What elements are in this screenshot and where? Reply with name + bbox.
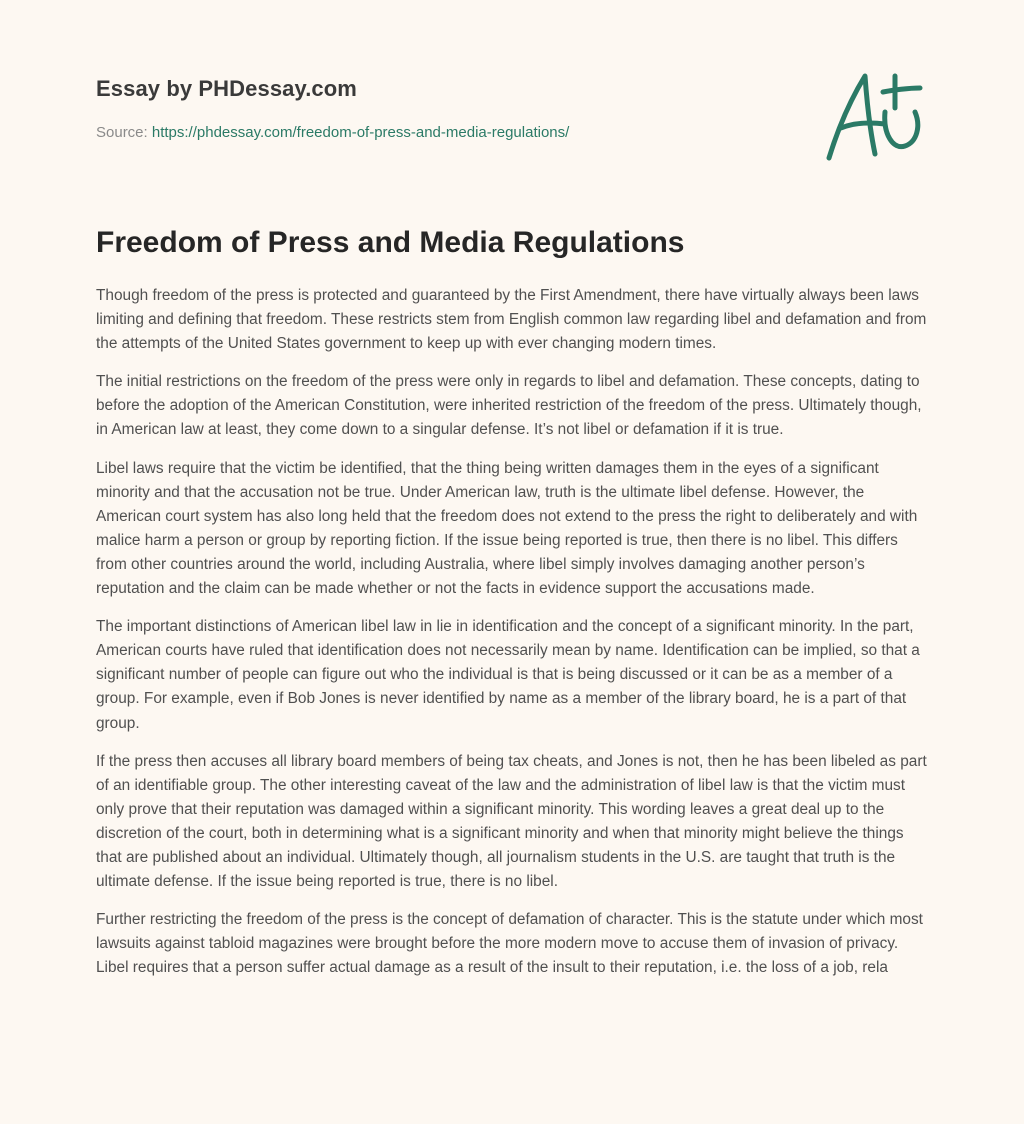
essay-body bbox=[96, 284, 932, 994]
brand-title: Essay by PHDessay.com bbox=[96, 76, 357, 101]
essay-paragraph: Though freedom of the press is protected and guaranteed by the First Amendment, there have virtually always been laws limiting and defining that freedom. These restricts stem from English common law regarding libel and defamation and from the attempts of the United States government to keep up with ever changing modern times. bbox=[96, 287, 927, 353]
source-label: Source: bbox=[96, 124, 148, 141]
source-link[interactable]: https://phdessay.com/freedom-of-press-and-media-regulations/ bbox=[151, 124, 570, 141]
essay-paragraph: Further restricting the freedom of the press is the concept of defamation of character. This is the statute under which most lawsuits against tabloid magazines were brought before the more modern move to accuse them of invasion of privacy. Libel requires that a person suffer actual damage as a result of the insult to their reputation, i.e. the loss of a job, rela bbox=[96, 911, 923, 977]
essay-paragraph: Libel laws require that the victim be identified, that the thing being written damages them in the eyes of a significant minority and that the accusation not be true. Under American law, truth is the ultimate libel defense. However, the American court system has also long held that the freedom does not extend to the press the right to deliberately and with malice harm a person or group by reporting fiction. If the issue being reported is true, then there is no libel. This differs from other countries around the world, including Australia, where libel simply involves damaging another person’s reputation and the claim can be made whether or not the facts in evidence support the accusations made. bbox=[96, 459, 918, 598]
essay-paragraph: The initial restrictions on the freedom of the press were only in regards to libel and defamation. These concepts, dating to before the adoption of the American Constitution, were inherited restriction of the freedom of the press. Ultimately though, in American law at least, they come down to a singular defense. It’s not libel or defamation if it is true. bbox=[96, 373, 922, 439]
essay-title: Freedom of Press and Media Regulations bbox=[96, 226, 685, 259]
essay-paragraph: If the press then accuses all library board members of being tax cheats, and Jones is not, then he has been libeled as part of an identifiable group. The other interesting caveat of the law and the administration of libel law is that the victim must only prove that their reputation was damaged within a significant minority. This wording leaves a great deal up to the discretion of the court, both in determining what is a significant minority and when that minority might believe the things that are published about an individual. Ultimately though, all journalism students in the U.S. are taught that truth is the ultimate defense. If the issue being reported is true, there is no libel. bbox=[96, 752, 927, 891]
a-plus-logo-icon bbox=[823, 68, 927, 164]
essay-paragraph: The important distinctions of American libel law in lie in identification and the concept of a significant minority. In the part, American courts have ruled that identification does not necessarily mean by name. Identification can be implied, so that a significant number of people can figure out who the individual is that is being discussed or it can be as a member of a group. For example, even if Bob Jones is never identified by name as a member of the library board, he is a part of that group. bbox=[96, 618, 920, 732]
source-line bbox=[96, 124, 569, 141]
